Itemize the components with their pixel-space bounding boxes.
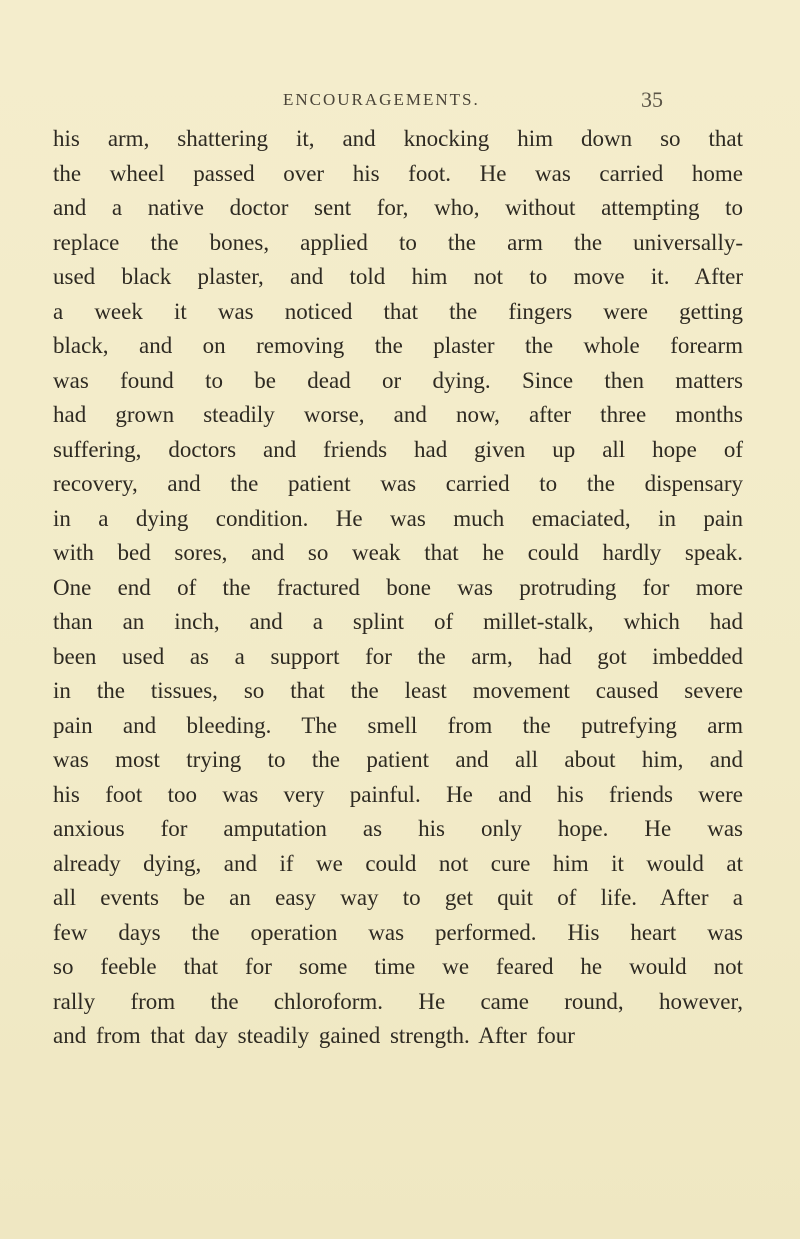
running-head [0,87,800,120]
page-number: 35 [641,87,663,112]
text-line: was found to be dead or dying. Since then matters [53,367,743,393]
text-line: and a native doctor sent for, who, without attempting to [53,195,743,220]
running-head-title: ENCOURAGEMENTS. [283,90,480,109]
text-line: already dying, and if we could not cure him it would at [53,850,743,876]
text-line: than an inch, and a splint of millet-stalk, which had [53,609,743,634]
text-line: in a dying condition. He was much emaciated, in pain [53,505,743,531]
text-line: with bed sores, and so weak that he could hardly speak. [53,540,743,565]
text-line: and from that day steadily gained strength. After four [53,1023,575,1048]
text-line: a week it was noticed that the fingers were getting [53,298,743,324]
text-line: all events be an easy way to get quit of life. After a [53,885,743,910]
text-line: was most trying to the patient and all about him, and [53,747,743,772]
text-line: pain and bleeding. The smell from the putrefying arm [53,712,743,738]
text-line: so feeble that for some time we feared he would not [53,954,743,979]
text-line: in the tissues, so that the least movement caused severe [53,678,743,703]
body-text [53,122,743,1054]
text-line: recovery, and the patient was carried to the dispensary [53,471,743,496]
text-line: replace the bones, applied to the arm the universally- [53,229,743,255]
text-line: his foot too was very painful. He and his friends were [53,781,743,807]
text-line: his arm, shattering it, and knocking him down so that [53,126,743,151]
text-line: anxious for amputation as his only hope. He was [53,816,743,841]
text-line: black, and on removing the plaster the whole forearm [53,333,743,358]
text-line: rally from the chloroform. He came round, however, [53,988,743,1014]
text-line: had grown steadily worse, and now, after three months [53,402,743,427]
text-line: suffering, doctors and friends had given up all hope of [53,436,743,462]
text-line: been used as a support for the arm, had got imbedded [53,643,743,669]
text-line: few days the operation was performed. His heart was [53,919,743,945]
text-line: used black plaster, and told him not to move it. After [53,264,743,289]
text-line: One end of the fractured bone was protruding for more [53,574,743,600]
text-line: the wheel passed over his foot. He was carried home [53,160,743,186]
